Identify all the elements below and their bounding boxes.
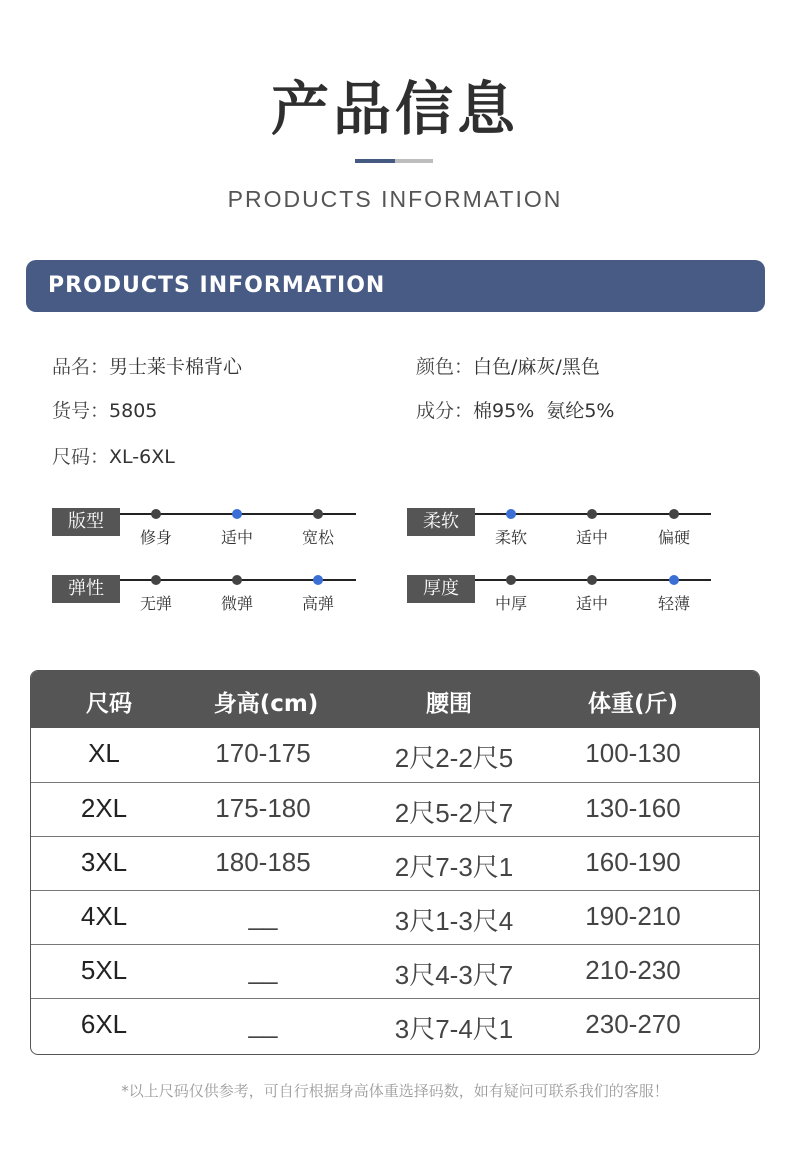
product-size-range xyxy=(52,442,175,469)
size-table xyxy=(30,670,760,1055)
cell-weight: 130-160 xyxy=(585,793,681,823)
attr-elasticity-label: 弹性 xyxy=(52,575,120,603)
attr-elasticity-option-2: 高弹 xyxy=(301,594,334,613)
cell-weight: 230-270 xyxy=(585,1009,681,1039)
section-banner xyxy=(26,260,765,312)
attr-elasticity-dot-0 xyxy=(151,575,161,585)
attr-thickness-label: 厚度 xyxy=(407,575,475,603)
cell-waist: 3尺1-3尺4 xyxy=(394,906,514,936)
cell-height: __ xyxy=(248,955,278,985)
attr-thickness-option-1: 适中 xyxy=(575,594,608,613)
attr-fit-option-0: 修身 xyxy=(139,528,172,547)
attr-softness-option-1: 适中 xyxy=(575,528,608,547)
cell-weight: 160-190 xyxy=(585,847,681,877)
cell-waist: 2尺5-2尺7 xyxy=(394,798,514,828)
attr-softness-dot-1 xyxy=(587,509,597,519)
table-row xyxy=(31,782,759,837)
banner-title: PRODUCTS INFORMATION xyxy=(48,273,386,298)
product-name xyxy=(52,352,242,379)
attr-thickness-dot-0 xyxy=(506,575,516,585)
attr-thickness-option-2: 轻薄 xyxy=(657,594,690,613)
cell-height: __ xyxy=(248,901,278,931)
attr-elasticity-option-0: 无弹 xyxy=(139,594,172,613)
attr-softness-label: 柔软 xyxy=(407,508,475,536)
table-row xyxy=(31,944,759,999)
product-color xyxy=(416,352,600,379)
header-height: 身高(cm) xyxy=(213,691,319,717)
material-value: 棉95% 氨纶5% xyxy=(473,400,615,422)
page-subtitle: PRODUCTS INFORMATION xyxy=(227,186,563,212)
attr-softness-dot-0 xyxy=(506,509,516,519)
cell-size: 2XL xyxy=(80,793,128,823)
product-name-value: 男士莱卡棉背心 xyxy=(109,356,243,378)
cell-waist: 2尺7-3尺1 xyxy=(394,852,514,882)
material-label: 成分： xyxy=(416,400,474,422)
cell-waist: 3尺7-4尺1 xyxy=(394,1014,514,1044)
title-underline-dark xyxy=(355,159,395,163)
cell-size: 6XL xyxy=(80,1009,128,1039)
cell-weight: 100-130 xyxy=(585,738,681,768)
attr-fit-option-1: 适中 xyxy=(220,528,253,547)
cell-height: 170-175 xyxy=(215,738,311,768)
attr-softness-dot-2 xyxy=(669,509,679,519)
attr-fit-option-2: 宽松 xyxy=(301,528,334,547)
item-number-label: 货号： xyxy=(52,400,110,422)
attr-fit-label: 版型 xyxy=(52,508,120,536)
item-number-value: 5805 xyxy=(109,400,158,422)
attr-softness-option-2: 偏硬 xyxy=(657,528,690,547)
size-table-header xyxy=(31,671,759,728)
product-material xyxy=(416,396,614,423)
attr-fit-dot-2 xyxy=(313,509,323,519)
product-name-label: 品名： xyxy=(52,356,110,378)
page-title: 产品信息 xyxy=(270,75,519,143)
attr-fit-dot-1 xyxy=(232,509,242,519)
size-footnote: *以上尺码仅供参考，可自行根据身高体重选择码数，如有疑问可联系我们的客服！ xyxy=(121,1082,669,1100)
cell-size: 3XL xyxy=(80,847,128,877)
table-row xyxy=(31,728,759,782)
header-weight: 体重(斤) xyxy=(587,691,679,717)
title-underline-light xyxy=(395,159,433,163)
cell-size: 5XL xyxy=(80,955,128,985)
cell-waist: 2尺2-2尺5 xyxy=(394,743,514,773)
product-color-label: 颜色： xyxy=(416,356,474,378)
cell-size: XL xyxy=(88,738,120,768)
table-row xyxy=(31,890,759,945)
table-row xyxy=(31,836,759,891)
cell-height: 175-180 xyxy=(215,793,311,823)
product-item-number xyxy=(52,396,157,423)
attr-thickness-dot-2 xyxy=(669,575,679,585)
cell-weight: 210-230 xyxy=(585,955,681,985)
header-size: 尺码 xyxy=(86,691,132,717)
cell-height: 180-185 xyxy=(215,847,311,877)
attr-softness-option-0: 柔软 xyxy=(494,528,527,547)
attr-elasticity-dot-1 xyxy=(232,575,242,585)
attr-elasticity-dot-2 xyxy=(313,575,323,585)
cell-size: 4XL xyxy=(80,901,128,931)
cell-height: __ xyxy=(248,1009,278,1039)
header-waist: 腰围 xyxy=(426,691,472,717)
attr-elasticity-option-1: 微弹 xyxy=(220,594,253,613)
attr-fit-dot-0 xyxy=(151,509,161,519)
cell-waist: 3尺4-3尺7 xyxy=(394,960,514,990)
size-range-label: 尺码： xyxy=(52,446,110,468)
attr-thickness-option-0: 中厚 xyxy=(494,594,527,613)
attr-thickness-dot-1 xyxy=(587,575,597,585)
product-color-value: 白色/麻灰/黑色 xyxy=(473,356,600,378)
size-range-value: XL-6XL xyxy=(109,446,175,468)
cell-weight: 190-210 xyxy=(585,901,681,931)
table-row xyxy=(31,998,759,1053)
